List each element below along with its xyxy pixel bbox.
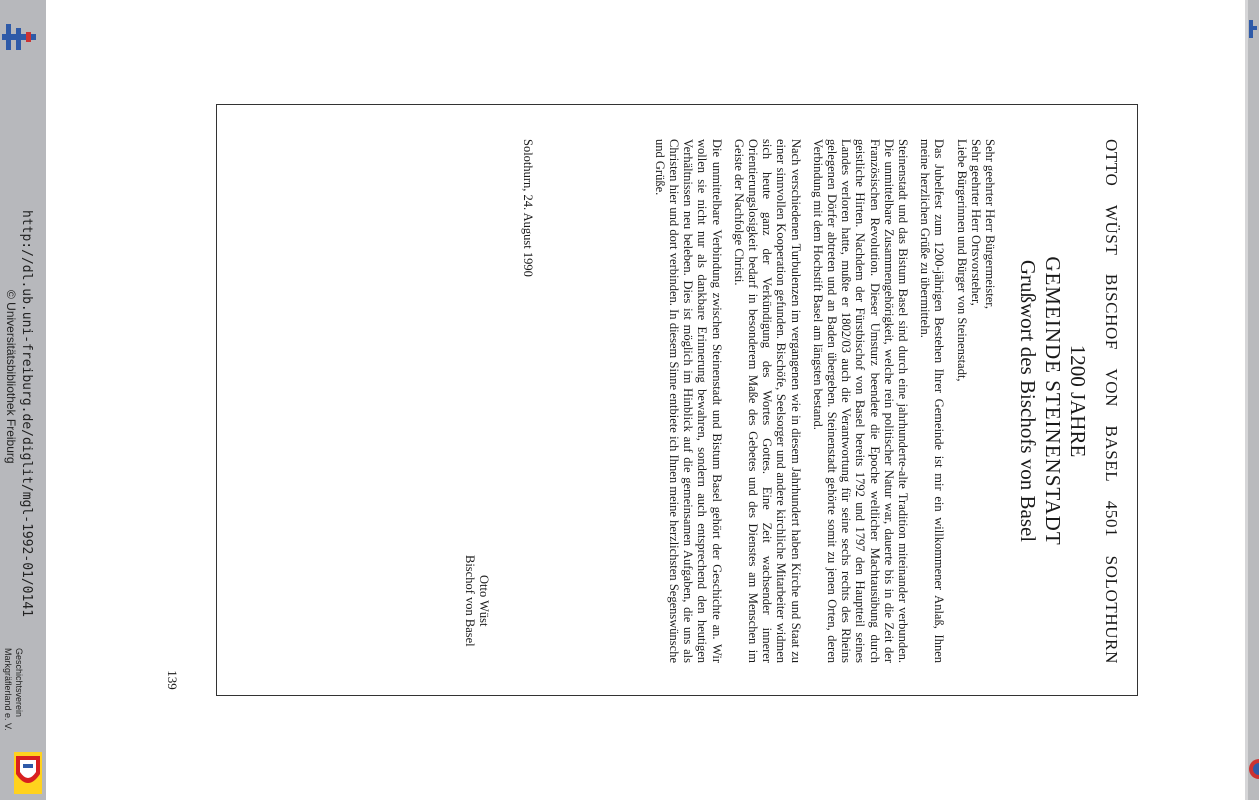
copyright-notice: © Universitätsbibliothek Freiburg <box>4 290 18 464</box>
paragraph: Die unmittelbare Verbindung zwischen Steinenstadt und Bistum Basel gehört der Geschichte an. Wir wollen sie nicht nur als dankbare Erinnerung bewahren, sondern auch entsprechend den heutigen Verhältnissen neu beleben. Dies ist möglich im Hinblick auf die gemeinsamen Aufgaben, die uns als Christen hier und dort verbinden. In diesem Sinne entbiete ich Ihnen meine herzlichsten Segenswünsche und Grüße. <box>652 139 724 663</box>
scanned-page <box>216 104 1138 696</box>
title-greeting: Grußwort des Bischofs von Basel <box>1016 259 1040 543</box>
salutation-line: Sehr geehrter Herr Ortsvorsteher, <box>968 139 983 306</box>
viewer-badge-icon[interactable] <box>1249 756 1259 782</box>
letterhead-word: SOLOTHURN <box>1102 555 1121 664</box>
letterhead-word: WÜST <box>1102 204 1121 256</box>
paragraph: Steinenstadt und das Bistum Basel sind durch eine jahrhunderte-alte Tradition miteinander verbunden. Die unmittelbare Zusammengehörigkeit, welche rein politischer Natur war, dauerte bis in die Zeit der Französischen Revolution. Dieser Umsturz beendete die Epoche weltlicher Machtausübung durch geistliche Hirten. Nachdem der Fürstbischof von Basel bereits 1792 und 1797 den Hauptteil seines Landes verloren hatte, mußte er 1802/03 auch die Verantwortung für seine sechs rechts des Rheins gelegenen Dörfer abtreten und an Baden übergeben. Steinenstadt gehörte somit zu jenen Orten, deren Verbindung mit dem Hochstift Basel am längsten bestand. <box>810 139 910 663</box>
salutation-line: Sehr geehrter Herr Bürgermeister, <box>983 139 997 310</box>
document-url[interactable]: http://dl.ub.uni-freiburg.de/diglit/mgl-1992-01/0141 <box>19 210 34 617</box>
society-crest-icon <box>14 752 42 794</box>
letterhead-word: BASEL <box>1102 425 1121 483</box>
signature-name: Otto Wüst <box>477 575 491 627</box>
signature-block <box>463 555 491 647</box>
signature-title: Bischof von Basel <box>462 555 477 647</box>
left-viewer-margin <box>0 0 46 800</box>
paragraph: Nach verschiedenen Turbulenzen im vergangenen wie in diesem Jahrhundert haben Kirche und Staat zu einer sinnvollen Kooperation gefunden. Bischöfe, Seelsorger und andere kirchliche Mitarbeiter widmen sich heute ganz der Verkündigung des Wortes Gottes. Eine Zeit wachsender innerer Orientierungslosigkeit bedarf in besonderem Maße des Gebetes und des Dienstes am Menschen im Geiste der Nachfolge Christi. <box>731 139 803 663</box>
salutation-line: Liebe Bürgerinnen und Bürger von Steinenstadt, <box>954 139 969 382</box>
letterhead-word: VON <box>1102 368 1121 407</box>
right-viewer-margin <box>1245 0 1259 800</box>
title-community: GEMEINDE STEINENSTADT <box>1041 256 1065 546</box>
letterhead-word: BISCHOF <box>1102 273 1121 350</box>
paragraph: Das Jubelfest zum 1200-jährigen Bestehen Ihrer Gemeinde ist mir ein willkommener Anlaß, Ihnen meine herzlichen Grüße zu übermitteln. <box>918 139 947 663</box>
page-number: 139 <box>164 670 180 690</box>
society-name-line1: Geschichtsverein <box>14 648 24 718</box>
letterhead-word: OTTO <box>1102 139 1121 187</box>
library-logo-icon[interactable] <box>2 24 36 50</box>
title-anniversary: 1200 JAHRE <box>1066 344 1090 458</box>
date-place: Solothurn, 24. August 1990 <box>521 139 535 277</box>
letterhead <box>1101 139 1121 664</box>
letter-frame <box>216 104 1138 696</box>
viewer-control-icon[interactable] <box>1249 20 1257 38</box>
salutation <box>954 139 997 663</box>
letterhead-word: 4501 <box>1102 500 1121 538</box>
society-name-line2: Markgräflerland e. V. <box>3 648 13 731</box>
title-block <box>1015 105 1091 697</box>
letter-body <box>645 139 997 663</box>
